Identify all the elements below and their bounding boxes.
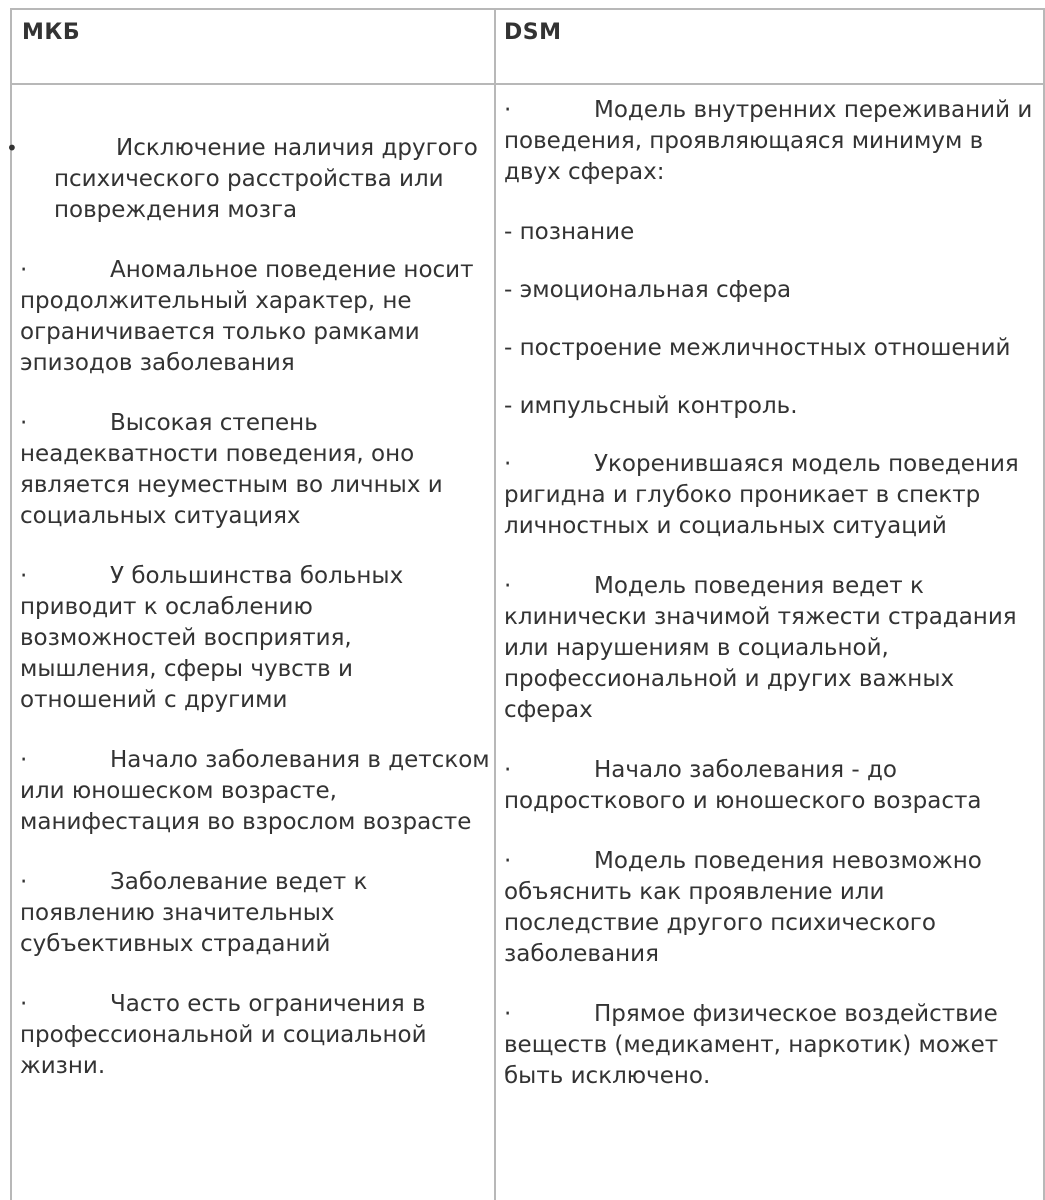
- dsm-item-text: Прямое физическое воздействие веществ (медикамент, наркотик) может быть исключено.: [504, 1001, 999, 1089]
- dot-marker: ·: [20, 747, 28, 773]
- table-border-top: [10, 8, 1045, 10]
- icd-item-text: Высокая степень неадекватности поведения, оно является неуместным во личных и социальных ситуациях: [20, 410, 443, 529]
- icd-item: [20, 408, 490, 532]
- dot-marker: ·: [20, 869, 28, 895]
- dsm-item: [504, 571, 1039, 726]
- dot-marker: ·: [504, 573, 512, 599]
- dsm-item-text: Модель поведения невозможно объяснить как проявление или последствие другого психического заболевания: [504, 848, 982, 967]
- header-dsm: DSM: [504, 20, 562, 45]
- dsm-item-text: Модель поведения ведет к клинически значимой тяжести страдания или нарушениям в социальной, профессиональной и других важных сферах: [504, 573, 1017, 723]
- icd-item-text: Исключение наличия другого психического расстройства или повреждения мозга: [54, 135, 478, 223]
- dot-marker: ·: [504, 848, 512, 874]
- icd-item: [6, 133, 490, 226]
- dsm-intro: [504, 95, 1039, 188]
- dsm-item: [504, 846, 1039, 970]
- header-icd: МКБ: [22, 20, 81, 45]
- icd-item: [20, 989, 490, 1082]
- icd-item: [20, 745, 490, 838]
- icd-item: [20, 867, 490, 960]
- dsm-item: [504, 755, 1039, 817]
- icd-item-text: У большинства больных приводит к ослаблению возможностей восприятия, мышления, сферы чувств и отношений с другими: [20, 563, 404, 713]
- dot-marker: ·: [504, 1001, 512, 1027]
- icd-item-text: Заболевание ведет к появлению значительных субъективных страданий: [20, 869, 368, 957]
- icd-item: [20, 561, 490, 716]
- dot-marker: ·: [20, 257, 28, 283]
- icd-item-text: Начало заболевания в детском или юношеском возрасте, манифестация во взрослом возрасте: [20, 747, 490, 835]
- table-column-divider: [494, 8, 496, 1200]
- bullet-marker: •: [6, 136, 18, 160]
- icd-item-text: Часто есть ограничения в профессиональной и социальной жизни.: [20, 991, 427, 1079]
- dsm-item-text: Укоренившаяся модель поведения ригидна и глубоко проникает в спектр личностных и социальных ситуаций: [504, 451, 1019, 539]
- icd-item-text: Аномальное поведение носит продолжительный характер, не ограничивается только рамками эпизодов заболевания: [20, 257, 474, 376]
- dot-marker: ·: [504, 757, 512, 783]
- dsm-sphere-item: - познание: [504, 219, 635, 245]
- dot-marker: ·: [504, 451, 512, 477]
- dot-marker: ·: [20, 991, 28, 1017]
- dsm-item: [504, 999, 1039, 1092]
- dsm-item-text: Начало заболевания - до подросткового и юношеского возраста: [504, 757, 982, 814]
- dsm-intro-text: Модель внутренних переживаний и поведения, проявляющаяся минимум в двух сферах:: [504, 97, 1033, 185]
- dsm-sphere-item: - эмоциональная сфера: [504, 277, 792, 303]
- table-border-left: [10, 8, 12, 1200]
- dot-marker: ·: [20, 563, 28, 589]
- icd-item: [20, 255, 490, 379]
- dsm-sphere-item: - построение межличностных отношений: [504, 335, 1011, 361]
- dot-marker: ·: [504, 97, 512, 123]
- dsm-column: [504, 95, 1039, 1121]
- dot-marker: ·: [20, 410, 28, 436]
- icd-column: [6, 133, 490, 1111]
- header-row-divider: [10, 83, 1045, 85]
- dsm-item: [504, 449, 1039, 542]
- dsm-sphere-item: - импульсный контроль.: [504, 393, 798, 419]
